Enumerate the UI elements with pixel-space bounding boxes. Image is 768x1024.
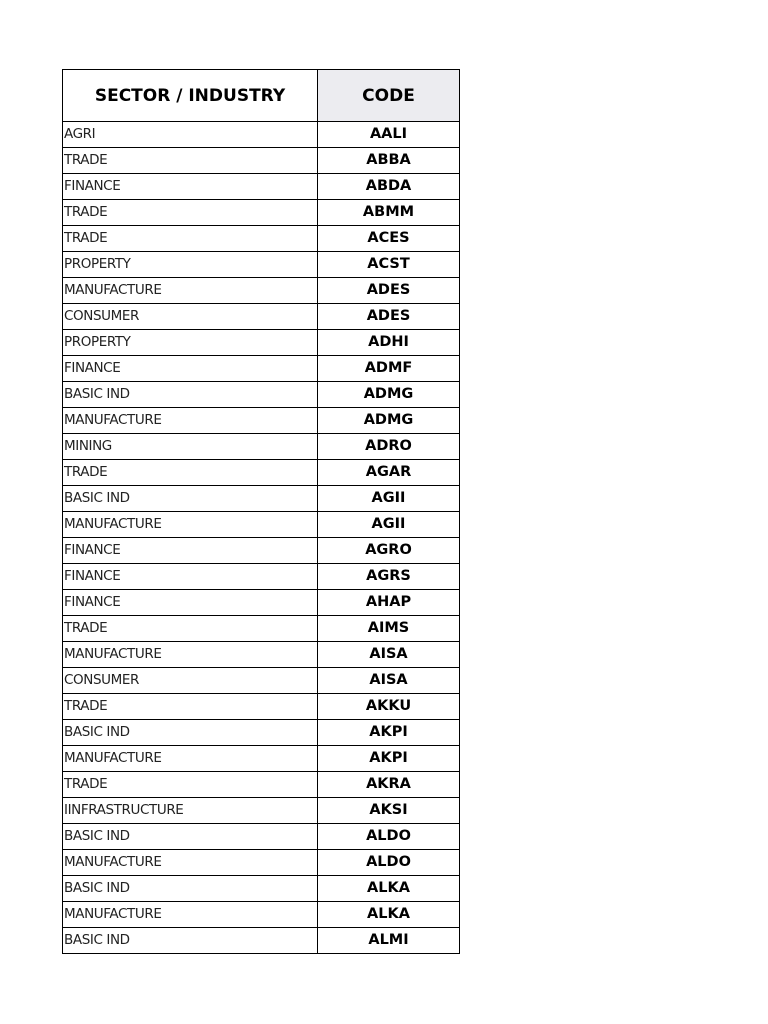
table-row: [63, 330, 460, 356]
table-row: [63, 408, 460, 434]
code-cell: AKKU: [318, 694, 460, 720]
sector-cell: BASIC IND: [63, 486, 318, 512]
code-cell: AGRO: [318, 538, 460, 564]
code-cell: ADMF: [318, 356, 460, 382]
table-row: [63, 460, 460, 486]
sector-cell: MANUFACTURE: [63, 642, 318, 668]
table-row: [63, 434, 460, 460]
code-cell: ALDO: [318, 824, 460, 850]
sector-cell: MANUFACTURE: [63, 902, 318, 928]
sector-cell: TRADE: [63, 148, 318, 174]
sector-cell: PROPERTY: [63, 252, 318, 278]
sector-cell: TRADE: [63, 200, 318, 226]
table-row: [63, 772, 460, 798]
code-cell: ACES: [318, 226, 460, 252]
table-row: [63, 512, 460, 538]
table-row: [63, 876, 460, 902]
table-row: [63, 928, 460, 954]
code-cell: AGAR: [318, 460, 460, 486]
sector-cell: BASIC IND: [63, 876, 318, 902]
table-row: [63, 304, 460, 330]
table-row: [63, 642, 460, 668]
code-cell: AALI: [318, 122, 460, 148]
header-row: [63, 70, 460, 122]
sector-cell: TRADE: [63, 772, 318, 798]
code-cell: ADMG: [318, 408, 460, 434]
table-header: [63, 70, 460, 122]
code-cell: ALMI: [318, 928, 460, 954]
code-cell: ALKA: [318, 902, 460, 928]
table-row: [63, 200, 460, 226]
sector-cell: FINANCE: [63, 174, 318, 200]
sector-cell: MANUFACTURE: [63, 850, 318, 876]
sector-cell: CONSUMER: [63, 304, 318, 330]
sector-cell: CONSUMER: [63, 668, 318, 694]
table-row: [63, 694, 460, 720]
table-body: [63, 122, 460, 954]
sector-cell: FINANCE: [63, 564, 318, 590]
sector-cell: FINANCE: [63, 590, 318, 616]
code-cell: ABDA: [318, 174, 460, 200]
code-cell: ADHI: [318, 330, 460, 356]
sector-cell: AGRI: [63, 122, 318, 148]
sector-cell: IINFRASTRUCTURE: [63, 798, 318, 824]
code-cell: AKPI: [318, 720, 460, 746]
code-cell: AISA: [318, 642, 460, 668]
sector-cell: BASIC IND: [63, 928, 318, 954]
table-row: [63, 226, 460, 252]
sector-cell: PROPERTY: [63, 330, 318, 356]
table-row: [63, 720, 460, 746]
code-cell: AIMS: [318, 616, 460, 642]
table-row: [63, 174, 460, 200]
table-row: [63, 382, 460, 408]
table-row: [63, 746, 460, 772]
code-cell: ADES: [318, 304, 460, 330]
sector-cell: FINANCE: [63, 538, 318, 564]
code-header: CODE: [318, 70, 460, 122]
sector-cell: TRADE: [63, 694, 318, 720]
sector-cell: FINANCE: [63, 356, 318, 382]
table-row: [63, 538, 460, 564]
code-cell: ADMG: [318, 382, 460, 408]
code-cell: AKSI: [318, 798, 460, 824]
table-row: [63, 616, 460, 642]
code-cell: AISA: [318, 668, 460, 694]
code-cell: ABMM: [318, 200, 460, 226]
sector-cell: BASIC IND: [63, 720, 318, 746]
code-cell: ALDO: [318, 850, 460, 876]
table-row: [63, 824, 460, 850]
sector-cell: MANUFACTURE: [63, 746, 318, 772]
table-row: [63, 850, 460, 876]
sector-code-table: [62, 69, 460, 954]
table-row: [63, 798, 460, 824]
sector-cell: BASIC IND: [63, 382, 318, 408]
table-row: [63, 122, 460, 148]
sector-industry-header: SECTOR / INDUSTRY: [63, 70, 318, 122]
table-row: [63, 148, 460, 174]
code-cell: ALKA: [318, 876, 460, 902]
table-row: [63, 278, 460, 304]
code-cell: AGII: [318, 512, 460, 538]
code-cell: ACST: [318, 252, 460, 278]
sector-cell: MINING: [63, 434, 318, 460]
sector-cell: MANUFACTURE: [63, 512, 318, 538]
table-row: [63, 486, 460, 512]
sector-cell: MANUFACTURE: [63, 278, 318, 304]
sector-cell: TRADE: [63, 616, 318, 642]
table-row: [63, 590, 460, 616]
code-cell: ADRO: [318, 434, 460, 460]
sector-cell: TRADE: [63, 226, 318, 252]
code-cell: AHAP: [318, 590, 460, 616]
sector-cell: BASIC IND: [63, 824, 318, 850]
code-cell: ABBA: [318, 148, 460, 174]
code-cell: AGRS: [318, 564, 460, 590]
table-row: [63, 668, 460, 694]
sector-cell: TRADE: [63, 460, 318, 486]
code-cell: AKRA: [318, 772, 460, 798]
table-row: [63, 356, 460, 382]
table-row: [63, 564, 460, 590]
table-row: [63, 902, 460, 928]
code-cell: AKPI: [318, 746, 460, 772]
code-cell: ADES: [318, 278, 460, 304]
table-row: [63, 252, 460, 278]
code-cell: AGII: [318, 486, 460, 512]
sector-cell: MANUFACTURE: [63, 408, 318, 434]
